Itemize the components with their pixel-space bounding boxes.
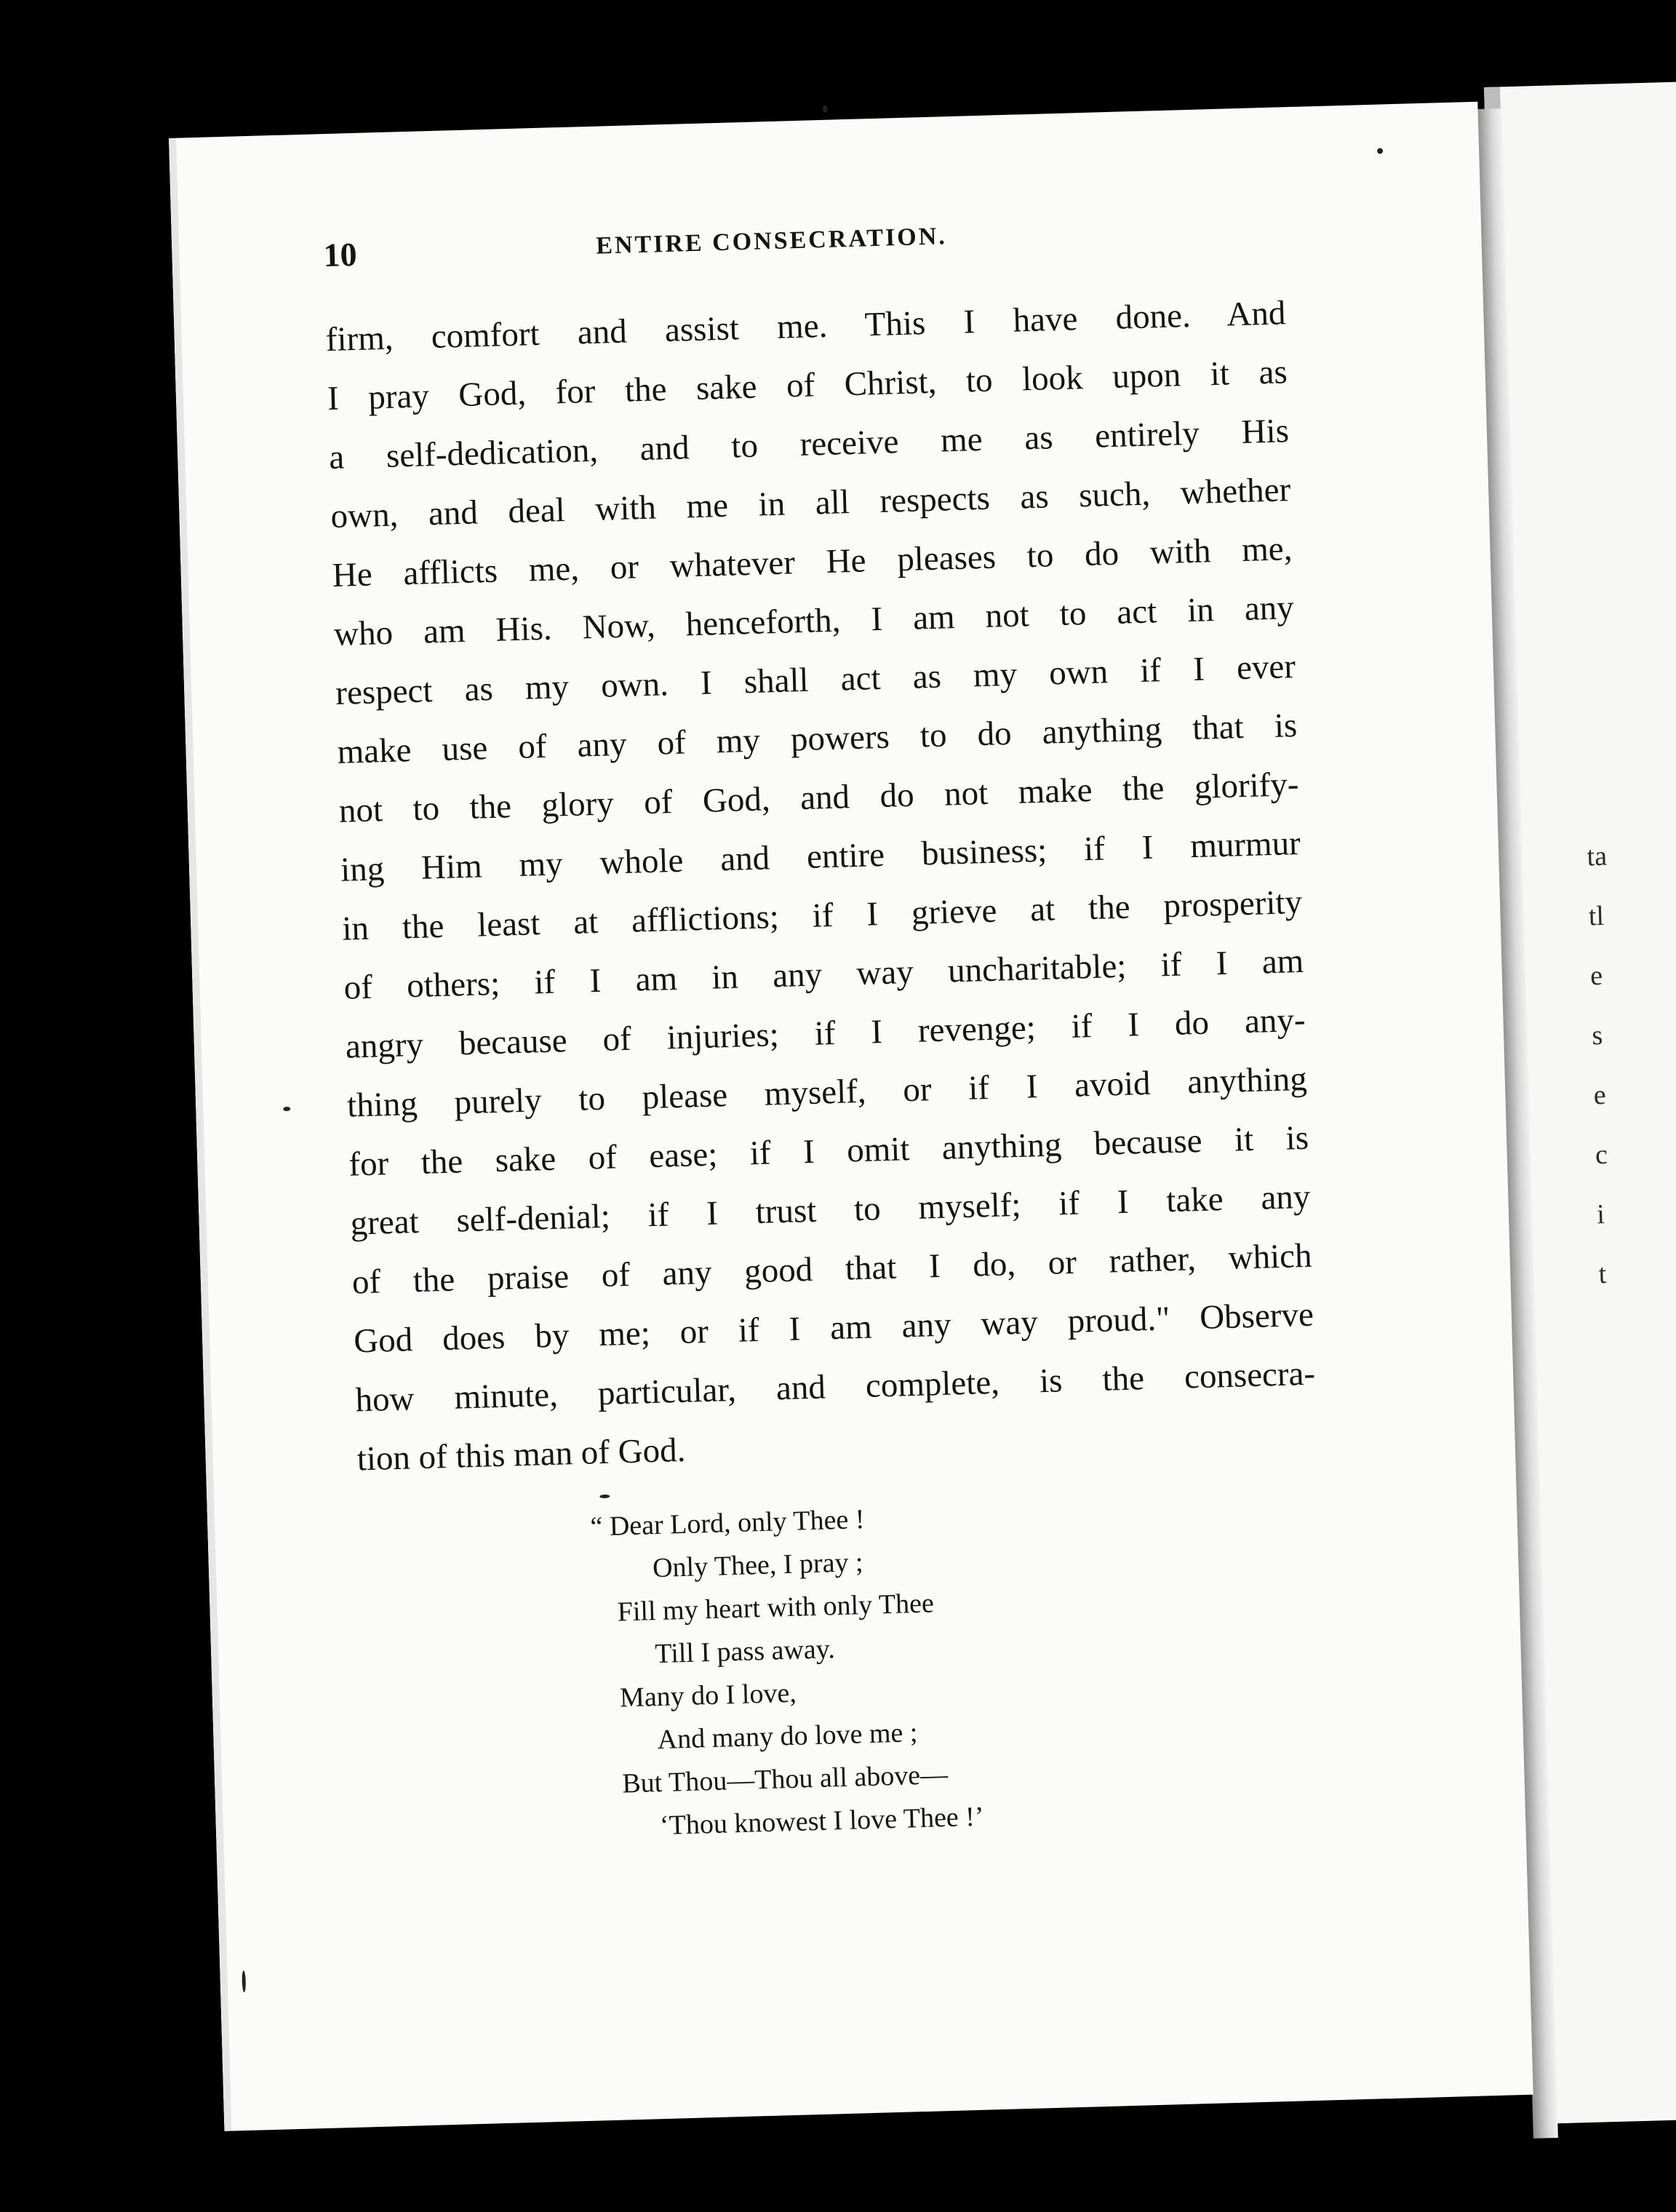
dust-speck [1377, 148, 1383, 154]
fragment: s [1591, 1019, 1603, 1051]
poem-line: “ Dear Lord, only Thee ! [589, 1504, 865, 1543]
poem-line: Many do I love, [619, 1677, 797, 1714]
fragment: tl [1588, 900, 1605, 932]
text-line: who am His. Now, henceforth, I am not to act in any [333, 589, 1295, 653]
poem-stanza [589, 1489, 1206, 1848]
fragment: t [1598, 1258, 1607, 1290]
poem-line: Fill my heart with only Thee [617, 1588, 935, 1628]
fragment: e [1589, 960, 1603, 992]
poem-line: And many do love me ; [657, 1717, 918, 1756]
dust-speck [242, 1970, 246, 1992]
dust-speck [823, 106, 827, 113]
text-line: angry because of injuries; if I revenge; if I do any- [345, 1000, 1306, 1066]
fragment: e [1593, 1079, 1607, 1111]
page-number: 10 [322, 235, 358, 274]
text-line: for the sake of ease; if I omit anything because it is [348, 1118, 1309, 1184]
text-line: not to the glory of God, and do not make the glorify- [338, 765, 1300, 830]
poem-line: Till I pass away. [654, 1634, 836, 1670]
text-line: respect as my own. I shall act as my own if I ever [335, 648, 1296, 712]
text-line: of the praise of any good that I do, or rather, which [351, 1236, 1313, 1302]
text-line: a self-dedication, and to receive me as entirely His [328, 412, 1290, 477]
text-line: firm, comfort and assist me. This I have done. And [325, 294, 1287, 359]
fragment: c [1595, 1139, 1608, 1171]
poem-line: ‘Thou knowest I love Thee !’ [659, 1801, 985, 1842]
fragment: ta [1586, 840, 1608, 872]
text-line: tion of this man of God. [356, 1431, 687, 1479]
book-page [169, 102, 1533, 2131]
text-line: God does by me; or if I am any way proud." Observe [353, 1295, 1314, 1361]
text-line: make use of any of my powers to do anything that is [336, 707, 1298, 771]
facing-page-fragments [1586, 827, 1619, 1305]
poem-line: But Thou—Thou all above— [621, 1759, 949, 1799]
text-line: ing Him my whole and entire business; if I murmur [340, 824, 1301, 889]
text-line: of others; if I am in any way uncharitable; if I am [343, 942, 1304, 1007]
running-head [323, 205, 1415, 279]
dust-speck [599, 1495, 610, 1498]
text-line: thing purely to please myself, or if I avoid anything [346, 1059, 1308, 1125]
poem-line: Only Thee, I pray ; [652, 1547, 864, 1584]
dust-speck [283, 1107, 290, 1111]
text-line: in the least at afflictions; if I grieve at the prosperity [341, 883, 1303, 948]
text-line: how minute, particular, and complete, is the consecra- [354, 1354, 1316, 1420]
text-line: great self-denial; if I trust to myself; if I take any [350, 1177, 1311, 1243]
running-title: ENTIRE CONSECRATION. [595, 223, 948, 260]
text-line: own, and deal with me in all respects as such, whether [330, 471, 1291, 536]
body-paragraph [325, 284, 1318, 1489]
text-line: I pray God, for the sake of Christ, to look upon it as [327, 353, 1288, 418]
text-line: He afflicts me, or whatever He pleases to do with me, [332, 530, 1293, 594]
fragment: i [1596, 1198, 1605, 1230]
